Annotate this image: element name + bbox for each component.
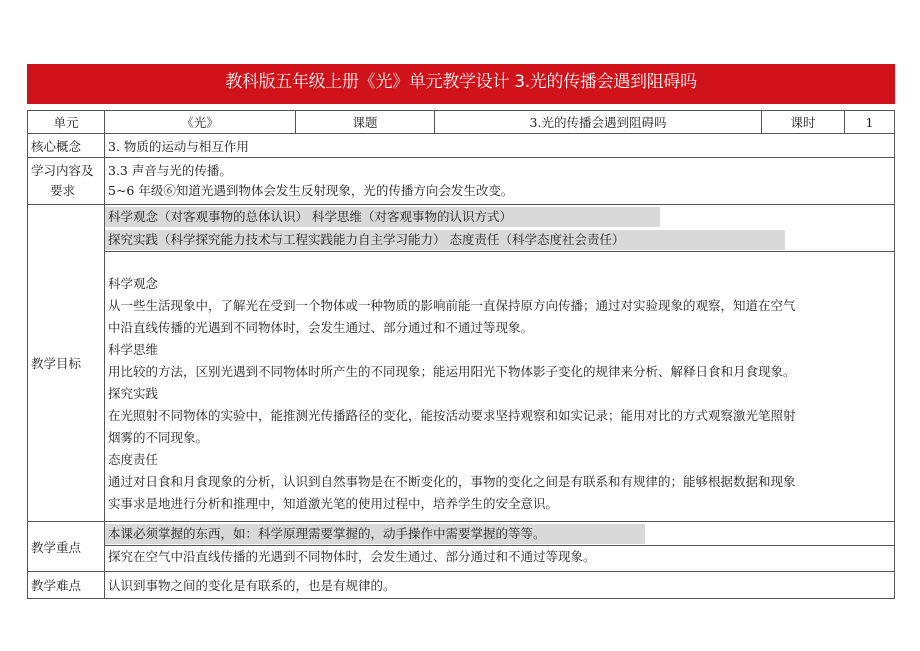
core-concept-label: 核心概念 — [28, 134, 105, 157]
objective-line: 用比较的方法，区别光遇到不同物体时所产生的不同现象；能运用阳光下物体影子变化的规律来分析、解释日食和月食现象。 — [108, 364, 796, 379]
key-points-value: 探究在空气中沿直线传播的光遇到不同物体时，会发生通过、部分通过和不通过等现象。 — [108, 549, 596, 564]
objective-heading-concept: 科学观念 — [108, 276, 159, 291]
requirements-label — [28, 158, 105, 204]
difficulties-row — [28, 572, 894, 598]
requirements-label-line1: 学习内容及 — [31, 163, 94, 178]
key-points-divider — [105, 545, 894, 546]
objectives-prompt-line2: 探究实践（科学探究能力技术与工程实践能力自主学习能力） 态度责任（科学态度社会责任） — [108, 232, 625, 247]
objective-line: 中沿直线传播的光遇到不同物体时，会发生通过、部分通过和不通过等现象。 — [108, 320, 534, 335]
lesson-value: 3.光的传播会遇到阻碍吗 — [435, 111, 762, 133]
objectives-divider — [105, 251, 894, 252]
document-title: 教科版五年级上册《光》单元教学设计 3.光的传播会遇到阻碍吗 — [225, 72, 697, 92]
lesson-label: 课题 — [296, 111, 435, 133]
objective-line: 通过对日食和月食现象的分析，认识到自然事物是在不断变化的，事物的变化之间是有联系和有规律的；能够根据数据和现象 — [108, 474, 796, 489]
key-points-content — [105, 522, 894, 571]
requirements-row — [28, 158, 894, 205]
difficulties-label: 教学难点 — [28, 572, 105, 598]
difficulties-value: 认识到事物之间的变化是有联系的，也是有规律的。 — [108, 578, 396, 593]
hours-value: 1 — [865, 114, 874, 130]
key-points-label: 教学重点 — [28, 522, 105, 571]
hours-label: 课时 — [762, 111, 845, 133]
header-row — [28, 111, 894, 134]
key-points-row — [28, 522, 894, 572]
objectives-content — [105, 205, 894, 521]
objectives-label: 教学目标 — [28, 205, 105, 521]
objectives-prompt-line1: 科学观念（对客观事物的总体认识） 科学思维（对客观事物的认识方式） — [108, 209, 512, 224]
objectives-row — [28, 205, 894, 522]
objective-heading-practice: 探究实践 — [108, 386, 159, 401]
unit-label: 单元 — [28, 111, 105, 133]
requirements-content — [105, 158, 894, 204]
objective-line: 烟雾的不同现象。 — [108, 430, 209, 445]
requirements-line2: 5~6 年级⑥知道光遇到物体会发生反射现象，光的传播方向会发生改变。 — [108, 183, 514, 198]
core-concept-value: 3. 物质的运动与相互作用 — [108, 138, 249, 154]
objective-line: 在光照射不同物体的实验中，能推测光传播路径的变化，能按活动要求坚持观察和如实记录；能用对比的方式观察激光笔照射 — [108, 408, 796, 423]
requirements-line1: 3.3 声音与光的传播。 — [108, 163, 232, 178]
objective-line: 实事求是地进行分析和推理中，知道激光笔的使用过程中，培养学生的安全意识。 — [108, 496, 559, 511]
key-points-prompt: 本课必须掌握的东西，如：科学原理需要掌握的，动手操作中需要掌握的等等。 — [108, 526, 546, 541]
lesson-plan-table — [27, 110, 895, 599]
requirements-label-line2: 要求 — [50, 183, 76, 198]
objective-heading-thinking: 科学思维 — [108, 342, 159, 357]
unit-value: 《光》 — [105, 111, 296, 133]
objective-heading-attitude: 态度责任 — [108, 452, 159, 467]
document-title-banner — [27, 64, 895, 104]
core-concept-row — [28, 134, 894, 158]
objective-line: 从一些生活现象中，了解光在受到一个物体或一种物质的影响前能一直保持原方向传播；通过对实验现象的观察，知道在空气 — [108, 298, 796, 313]
